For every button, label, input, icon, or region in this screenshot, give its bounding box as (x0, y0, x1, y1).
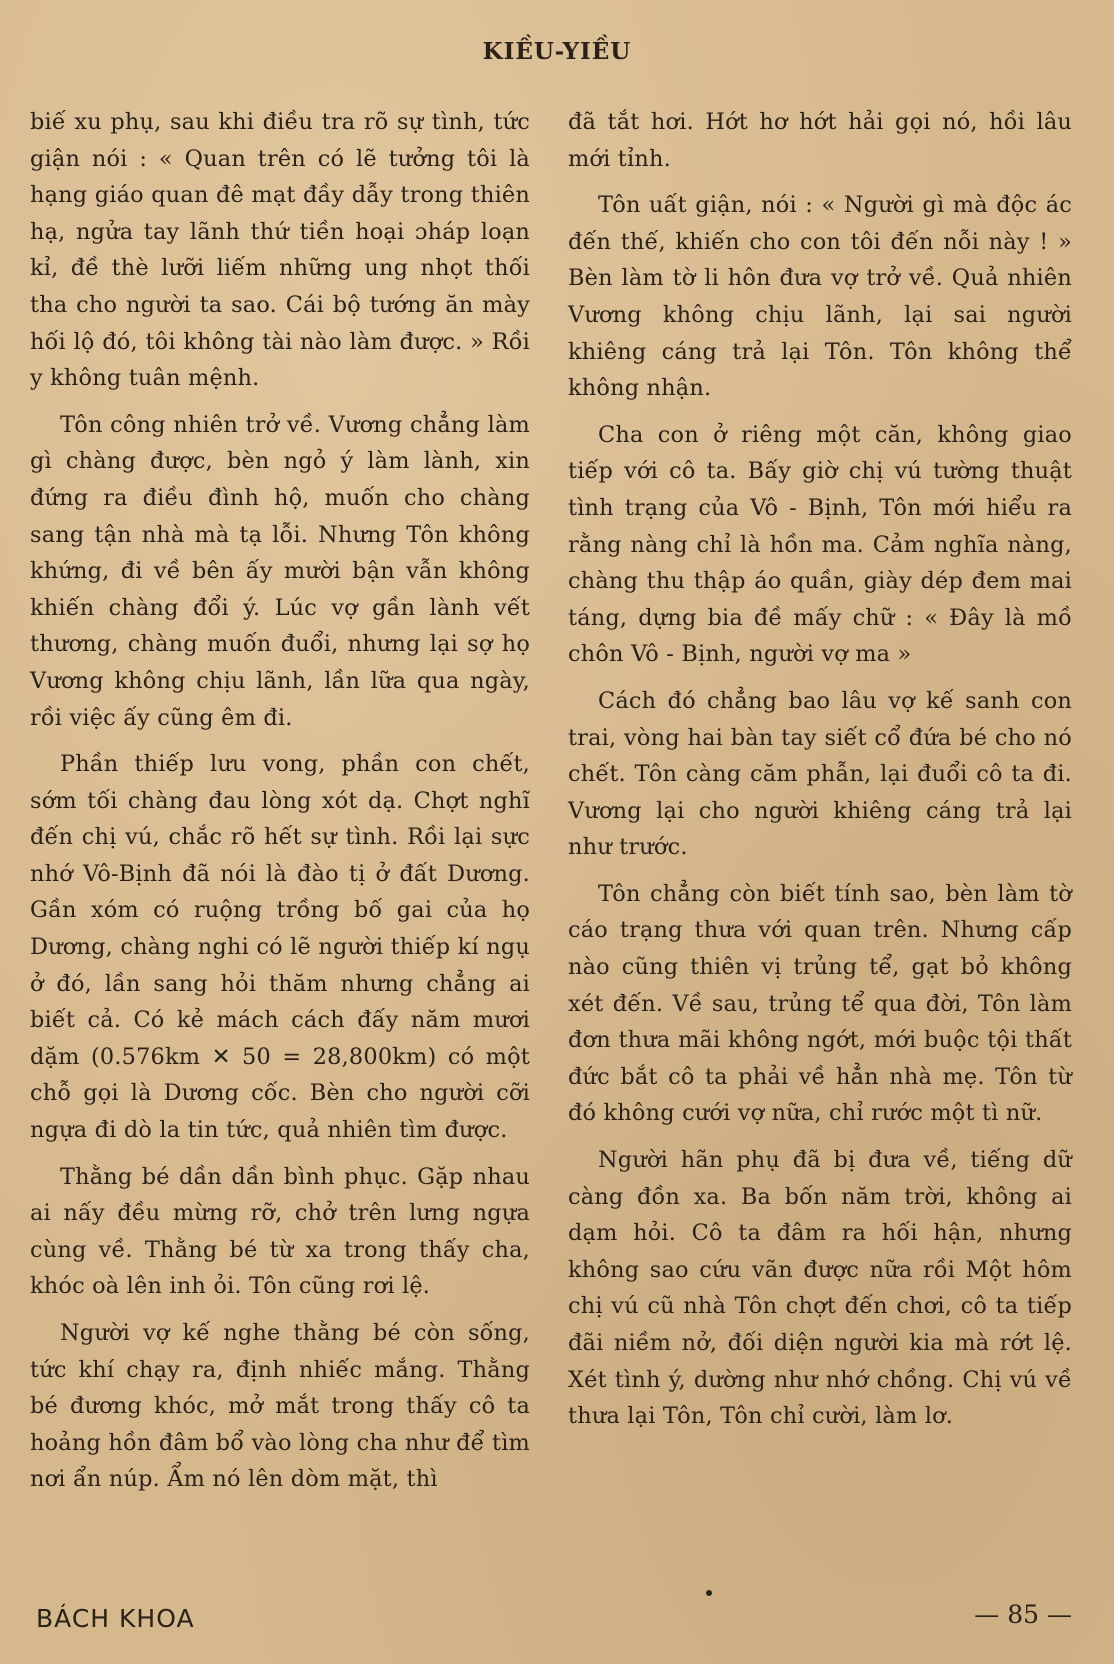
magazine-name: BÁCH KHOA (36, 1604, 195, 1633)
paragraph: biế xu phụ, sau khi điều tra rõ sự tình, tức giận nói : « Quan trên có lẽ tưởng tôi là hạng giáo quan đê mạt đầy dẫy trong thiên hạ, ngửa tay lãnh thứ tiền hoại ɔháp loạn kỉ, đề thè lưỡi liếm những ung nhọt thối tha cho người ta sao. Cái bộ tướng ăn mày hối lộ đó, tôi không tài nào làm được. » Rồi y không tuân mệnh. (30, 109, 530, 392)
paragraph: đã tắt hơi. Hớt hơ hớt hải gọi nó, hồi lâu mới tỉnh. (568, 109, 1072, 172)
page-number: — 85 — (974, 1600, 1072, 1629)
paragraph: Cách đó chẳng bao lâu vợ kế sanh con trai, vòng hai bàn tay siết cổ đứa bé cho nó chết. Tôn càng căm phẫn, lại đuổi cô ta đi. Vương lại cho người khiêng cáng trả lại như trước. (568, 687, 1072, 861)
paragraph: Cha con ở riêng một căn, không giao tiếp với cô ta. Bấy giờ chị vú tường thuật tình trạng của Vô - Bịnh, Tôn mới hiểu ra rằng nàng chỉ là hồn ma. Cảm nghĩa nàng, chàng thu thập áo quần, giày dép đem mai táng, dựng bia đề mấy chữ : « Đây là mồ chôn Vô - Bịnh, người vợ ma » (568, 421, 1072, 668)
right-text-column (568, 104, 1072, 1445)
paragraph: Tôn công nhiên trở về. Vương chẳng làm gì chàng được, bèn ngỏ ý làm lành, xin đứng ra điều đình hộ, muốn cho chàng sang tận nhà mà tạ lỗi. Nhưng Tôn không khứng, đi về bên ấy mười bận vẫn không khiến chàng đổi ý. Lúc vợ gần lành vết thương, chàng muốn đuổi, nhưng lại sợ họ Vương không chịu lãnh, lần lữa qua ngày, rồi việc ấy cũng êm đi. (30, 411, 530, 731)
paragraph: Người hãn phụ đã bị đưa về, tiếng dữ càng đồn xa. Ba bốn năm trời, không ai dạm hỏi. Cô ta đâm ra hối hận, nhưng không sao cứu vãn được nữa rồi Một hôm chị vú cũ nhà Tôn chợt đến chơi, cô ta tiếp đãi niềm nở, đối diện người kia mà rớt lệ. Xét tình ý, dường như nhớ chồng. Chị vú về thưa lại Tôn, Tôn chỉ cười, làm lơ. (568, 1147, 1072, 1430)
paragraph: Người vợ kế nghe thằng bé còn sống, tức khí chạy ra, định nhiếc mắng. Thằng bé đương khóc, mở mắt trong thấy cô ta hoảng hồn đâm bổ vào lòng cha như để tìm nơi ẩn núp. Ẩm nó lên dòm mặt, thì (30, 1320, 530, 1493)
running-head-title: KIỀU-YIỀU (482, 38, 632, 65)
paragraph: Tôn uất giận, nói : « Người gì mà độc ác đến thế, khiến cho con tôi đến nỗi này ! » Bèn làm tờ li hôn đưa vợ trở về. Quả nhiên Vương không chịu lãnh, lại sai người khiêng cáng trả lại Tôn. Tôn không thể không nhận. (568, 192, 1072, 402)
left-text-column (30, 104, 530, 1508)
paragraph: Tôn chẳng còn biết tính sao, bèn làm tờ cáo trạng thưa với quan trên. Nhưng cấp nào cũng thiên vị trủng tể, gạt bỏ không xét đến. Về sau, trủng tể qua đời, Tôn làm đơn thưa mãi không ngớt, mới buộc tội thất đức bắt cô ta phải về hẳn nhà mẹ. Tôn từ đó không cưới vợ nữa, chỉ rước một tì nữ. (568, 880, 1072, 1127)
paragraph: Phần thiếp lưu vong, phần con chết, sớm tối chàng đau lòng xót dạ. Chợt nghĩ đến chị vú, chắc rõ hết sự tình. Rồi lại sực nhớ Vô-Bịnh đã nói là đào tị ở đất Dương. Gần xóm có ruộng trồng bố gai của họ Dương, chàng nghi có lẽ người thiếp kí ngụ ở đó, lần sang hỏi thăm nhưng chẳng ai biết cả. Có kẻ mách cách đấy năm mươi dặm (0.576km ✕ 50 = 28,800km) có một chỗ gọi là Dương cốc. Bèn cho người cỡi ngựa đi dò la tin tức, quả nhiên tìm được. (30, 751, 530, 1144)
print-dot (706, 1590, 712, 1596)
paragraph: Thằng bé dần dần bình phục. Gặp nhau ai nấy đều mừng rỡ, chở trên lưng ngựa cùng về. Thằng bé từ xa trong thấy cha, khóc oà lên inh ỏi. Tôn cũng rơi lệ. (30, 1163, 530, 1300)
